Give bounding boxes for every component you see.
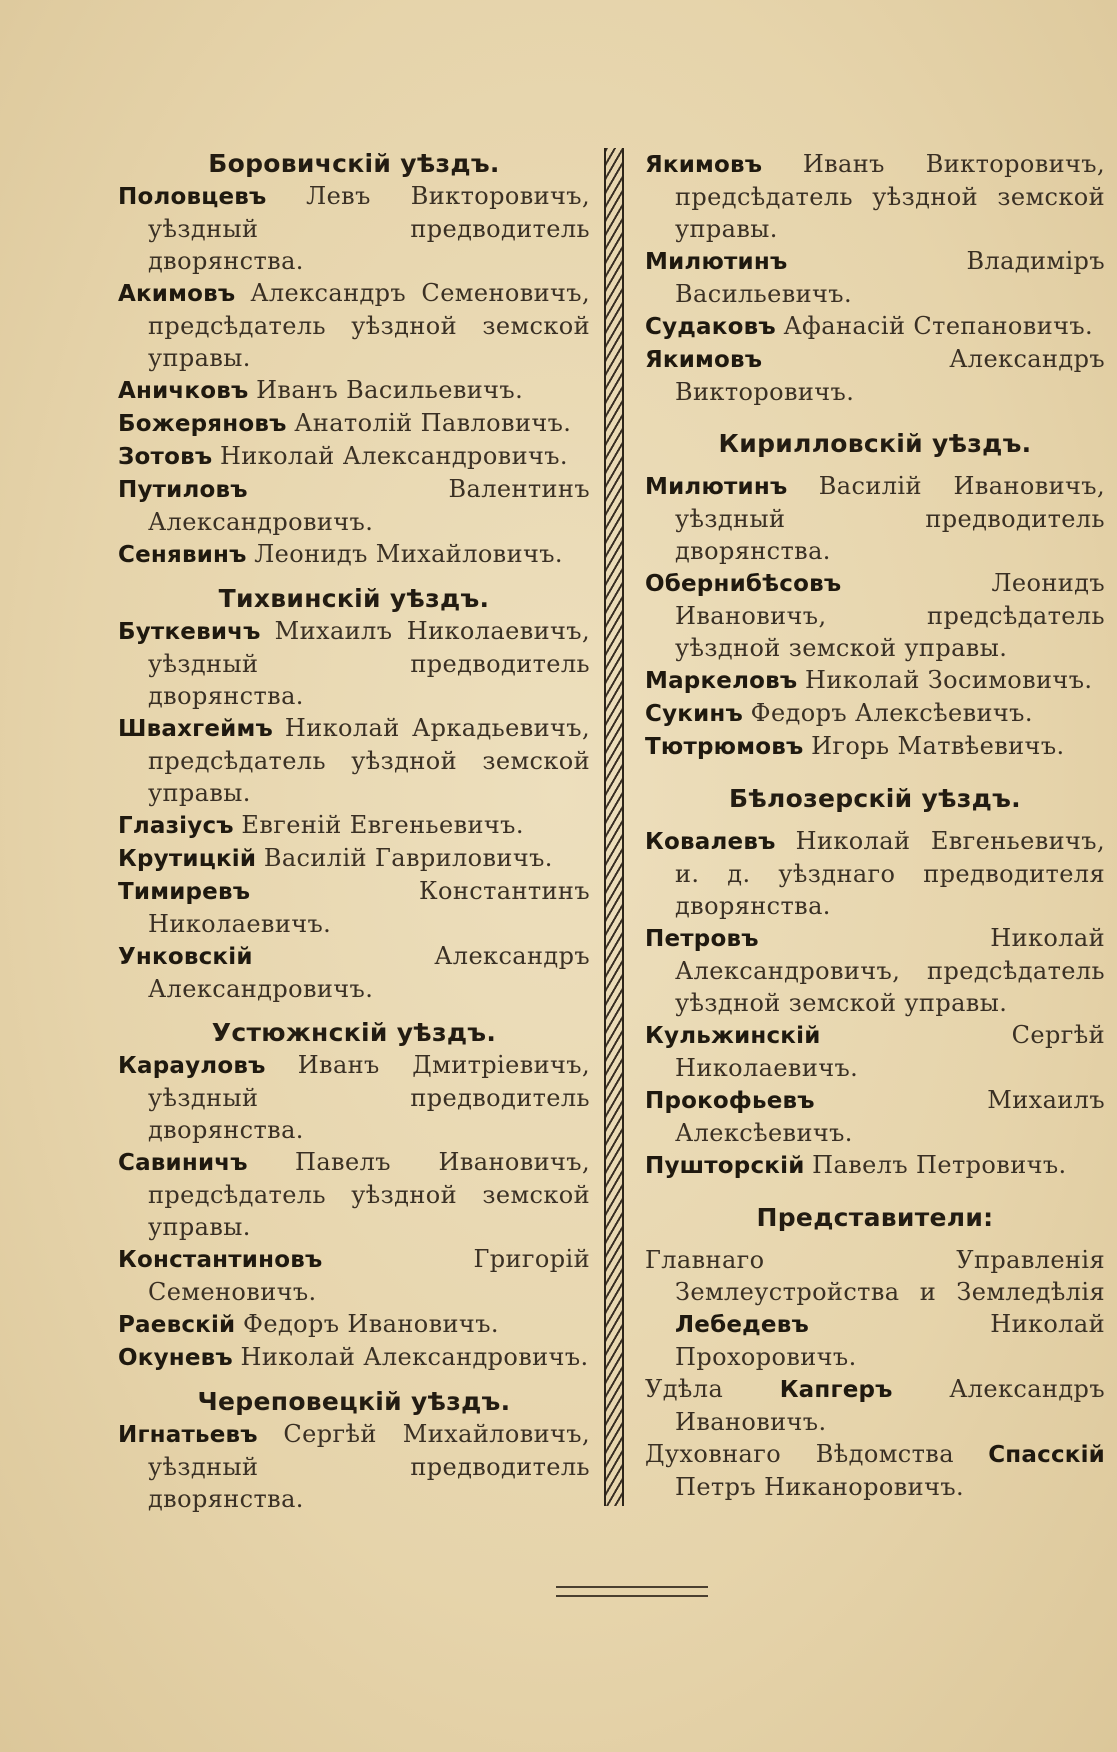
person-details: Николай Евгеньевичъ, и. д. уѣзднаго предводителя дворянства.	[675, 827, 1105, 920]
person-entry	[118, 1243, 590, 1308]
column-divider	[604, 148, 624, 1506]
representative-entry	[645, 1373, 1105, 1438]
person-details: Леонидъ Михайловичъ.	[254, 540, 563, 568]
person-surname: Карауловъ	[118, 1053, 266, 1079]
person-surname: Тимиревъ	[118, 879, 251, 905]
person-details: Александръ Александровичъ.	[148, 942, 590, 1003]
person-details: Николай Прохоровичъ.	[675, 1310, 1105, 1371]
person-surname: Кульжинскій	[645, 1023, 821, 1049]
person-entry	[118, 875, 590, 940]
district-heading: Тихвинскій уѣздъ.	[218, 584, 490, 613]
person-details: Александръ Семеновичъ, предсѣдатель уѣздной земской управы.	[148, 279, 590, 372]
person-surname: Путиловъ	[118, 477, 248, 503]
person-surname: Буткевичъ	[118, 619, 261, 645]
person-details: Евгеній Евгеньевичъ.	[241, 811, 524, 839]
person-details: Павелъ Ивановичъ, предсѣдатель уѣздной земской управы.	[148, 1148, 590, 1241]
person-surname: Унковскій	[118, 944, 253, 970]
district-heading: Череповецкій уѣздъ.	[197, 1387, 511, 1416]
person-surname: Крутицкій	[118, 846, 257, 872]
district-heading: Устюжнскій уѣздъ.	[211, 1018, 497, 1047]
person-details: Александръ Викторовичъ.	[675, 345, 1105, 406]
person-surname: Милютинъ	[645, 474, 788, 500]
person-surname: Тютрюмовъ	[645, 734, 804, 760]
person-surname: Прокофьевъ	[645, 1088, 815, 1114]
representative-entry	[645, 1244, 1105, 1373]
person-entry	[118, 473, 590, 538]
representative-body: Удѣла	[645, 1375, 724, 1403]
person-entry	[118, 440, 590, 473]
person-surname: Якимовъ	[645, 152, 763, 178]
bottom-rule	[556, 1586, 708, 1597]
person-entry	[645, 697, 1105, 730]
district-heading: Боровичскій уѣздъ.	[208, 149, 500, 178]
person-surname: Половцевъ	[118, 184, 267, 210]
person-entry	[645, 1149, 1105, 1182]
person-entry	[645, 310, 1105, 343]
person-surname: Окуневъ	[118, 1345, 233, 1371]
person-details: Григорій Семеновичъ.	[148, 1245, 590, 1306]
person-details: Николай Александровичъ.	[240, 1343, 589, 1371]
person-details: Федоръ Алексѣевичъ.	[750, 699, 1033, 727]
person-surname: Зотовъ	[118, 444, 213, 470]
person-entry	[118, 940, 590, 1005]
person-surname: Маркеловъ	[645, 668, 798, 694]
person-entry	[118, 538, 590, 571]
person-details: Владиміръ Васильевичъ.	[675, 247, 1105, 308]
person-details: Федоръ Ивановичъ.	[243, 1310, 499, 1338]
representative-body: Главнаго Управленія Землеустройства и Земледѣлія	[645, 1246, 1105, 1306]
person-details: Николай Александровичъ, предсѣдатель уѣздной земской управы.	[675, 924, 1105, 1017]
person-surname: Пушторскій	[645, 1153, 805, 1179]
person-details: Александръ Ивановичъ.	[675, 1375, 1105, 1436]
person-entry	[645, 567, 1105, 664]
person-entry	[118, 1146, 590, 1243]
person-details: Василій Гавриловичъ.	[263, 844, 553, 872]
person-surname: Акимовъ	[118, 281, 236, 307]
person-entry	[118, 842, 590, 875]
person-entry	[645, 470, 1105, 567]
person-surname: Савиничъ	[118, 1150, 248, 1176]
person-entry	[645, 825, 1105, 922]
person-entry	[118, 1418, 590, 1515]
person-details: Михаилъ Алексѣевичъ.	[675, 1086, 1105, 1147]
person-entry	[645, 1019, 1105, 1084]
person-surname: Раевскій	[118, 1312, 236, 1338]
person-details: Валентинъ Александровичъ.	[148, 475, 590, 536]
person-surname: Обернибѣсовъ	[645, 571, 842, 597]
person-details: Петръ Никаноровичъ.	[675, 1473, 965, 1501]
person-surname: Божеряновъ	[118, 411, 287, 437]
person-surname: Сукинъ	[645, 701, 743, 727]
person-details: Михаилъ Николаевичъ, уѣздный предводитель дворянства.	[148, 617, 590, 710]
left-column	[118, 148, 590, 1515]
person-entry	[118, 615, 590, 712]
person-surname: Лебедевъ	[675, 1312, 809, 1338]
person-details: Иванъ Васильевичъ.	[256, 376, 524, 404]
person-entry	[645, 922, 1105, 1019]
person-surname: Аничковъ	[118, 378, 249, 404]
person-entry	[118, 180, 590, 277]
person-entry	[645, 730, 1105, 763]
person-details: Иванъ Викторовичъ, предсѣдатель уѣздной земской управы.	[675, 150, 1105, 243]
person-surname: Швахгеймъ	[118, 716, 273, 742]
person-details: Константинъ Николаевичъ.	[148, 877, 590, 938]
person-entry	[118, 712, 590, 809]
person-details: Игорь Матвѣевичъ.	[811, 732, 1065, 760]
district-heading: Кирилловскій уѣздъ.	[718, 429, 1032, 458]
person-entry	[118, 277, 590, 374]
person-entry	[645, 343, 1105, 408]
person-surname: Игнатьевъ	[118, 1422, 258, 1448]
person-entry	[118, 407, 590, 440]
person-details: Сергѣй Николаевичъ.	[675, 1021, 1105, 1082]
person-entry	[118, 1049, 590, 1146]
person-surname: Ковалевъ	[645, 829, 776, 855]
person-surname: Петровъ	[645, 926, 759, 952]
person-entry	[645, 245, 1105, 310]
person-details: Василій Ивановичъ, уѣздный предводитель дворянства.	[675, 472, 1105, 565]
person-surname: Судаковъ	[645, 314, 776, 340]
person-entry	[645, 148, 1105, 245]
right-column	[645, 148, 1105, 1503]
person-details: Николай Зосимовичъ.	[805, 666, 1093, 694]
person-entry	[118, 1341, 590, 1374]
person-surname: Сенявинъ	[118, 542, 247, 568]
district-heading: Представители:	[756, 1203, 994, 1232]
person-entry	[645, 1084, 1105, 1149]
person-details: Сергѣй Михайловичъ, уѣздный предводитель дворянства.	[148, 1420, 590, 1513]
person-details: Афанасій Степановичъ.	[783, 312, 1094, 340]
person-entry	[118, 374, 590, 407]
representative-entry	[645, 1438, 1105, 1503]
district-heading: Бѣлозерскій уѣздъ.	[729, 784, 1021, 813]
person-details: Павелъ Петровичъ.	[812, 1151, 1067, 1179]
person-surname: Капгеръ	[779, 1377, 893, 1403]
person-entry	[118, 1308, 590, 1341]
person-details: Николай Аркадьевичъ, предсѣдатель уѣздной земской управы.	[148, 714, 590, 807]
person-details: Анатолій Павловичъ.	[294, 409, 572, 437]
representative-body: Духовнаго Вѣдомства	[645, 1440, 954, 1468]
person-surname: Спасскій	[988, 1442, 1105, 1468]
person-surname: Якимовъ	[645, 347, 763, 373]
person-details: Леонидъ Ивановичъ, предсѣдатель уѣздной земской управы.	[675, 569, 1105, 662]
person-details: Иванъ Дмитріевичъ, уѣздный предводитель дворянства.	[148, 1051, 590, 1144]
person-details: Николай Александровичъ.	[219, 442, 568, 470]
person-surname: Милютинъ	[645, 249, 788, 275]
person-entry	[118, 809, 590, 842]
person-details: Левъ Викторовичъ, уѣздный предводитель дворянства.	[148, 182, 590, 275]
person-entry	[645, 664, 1105, 697]
person-surname: Константиновъ	[118, 1247, 323, 1273]
person-surname: Глазіусъ	[118, 813, 234, 839]
